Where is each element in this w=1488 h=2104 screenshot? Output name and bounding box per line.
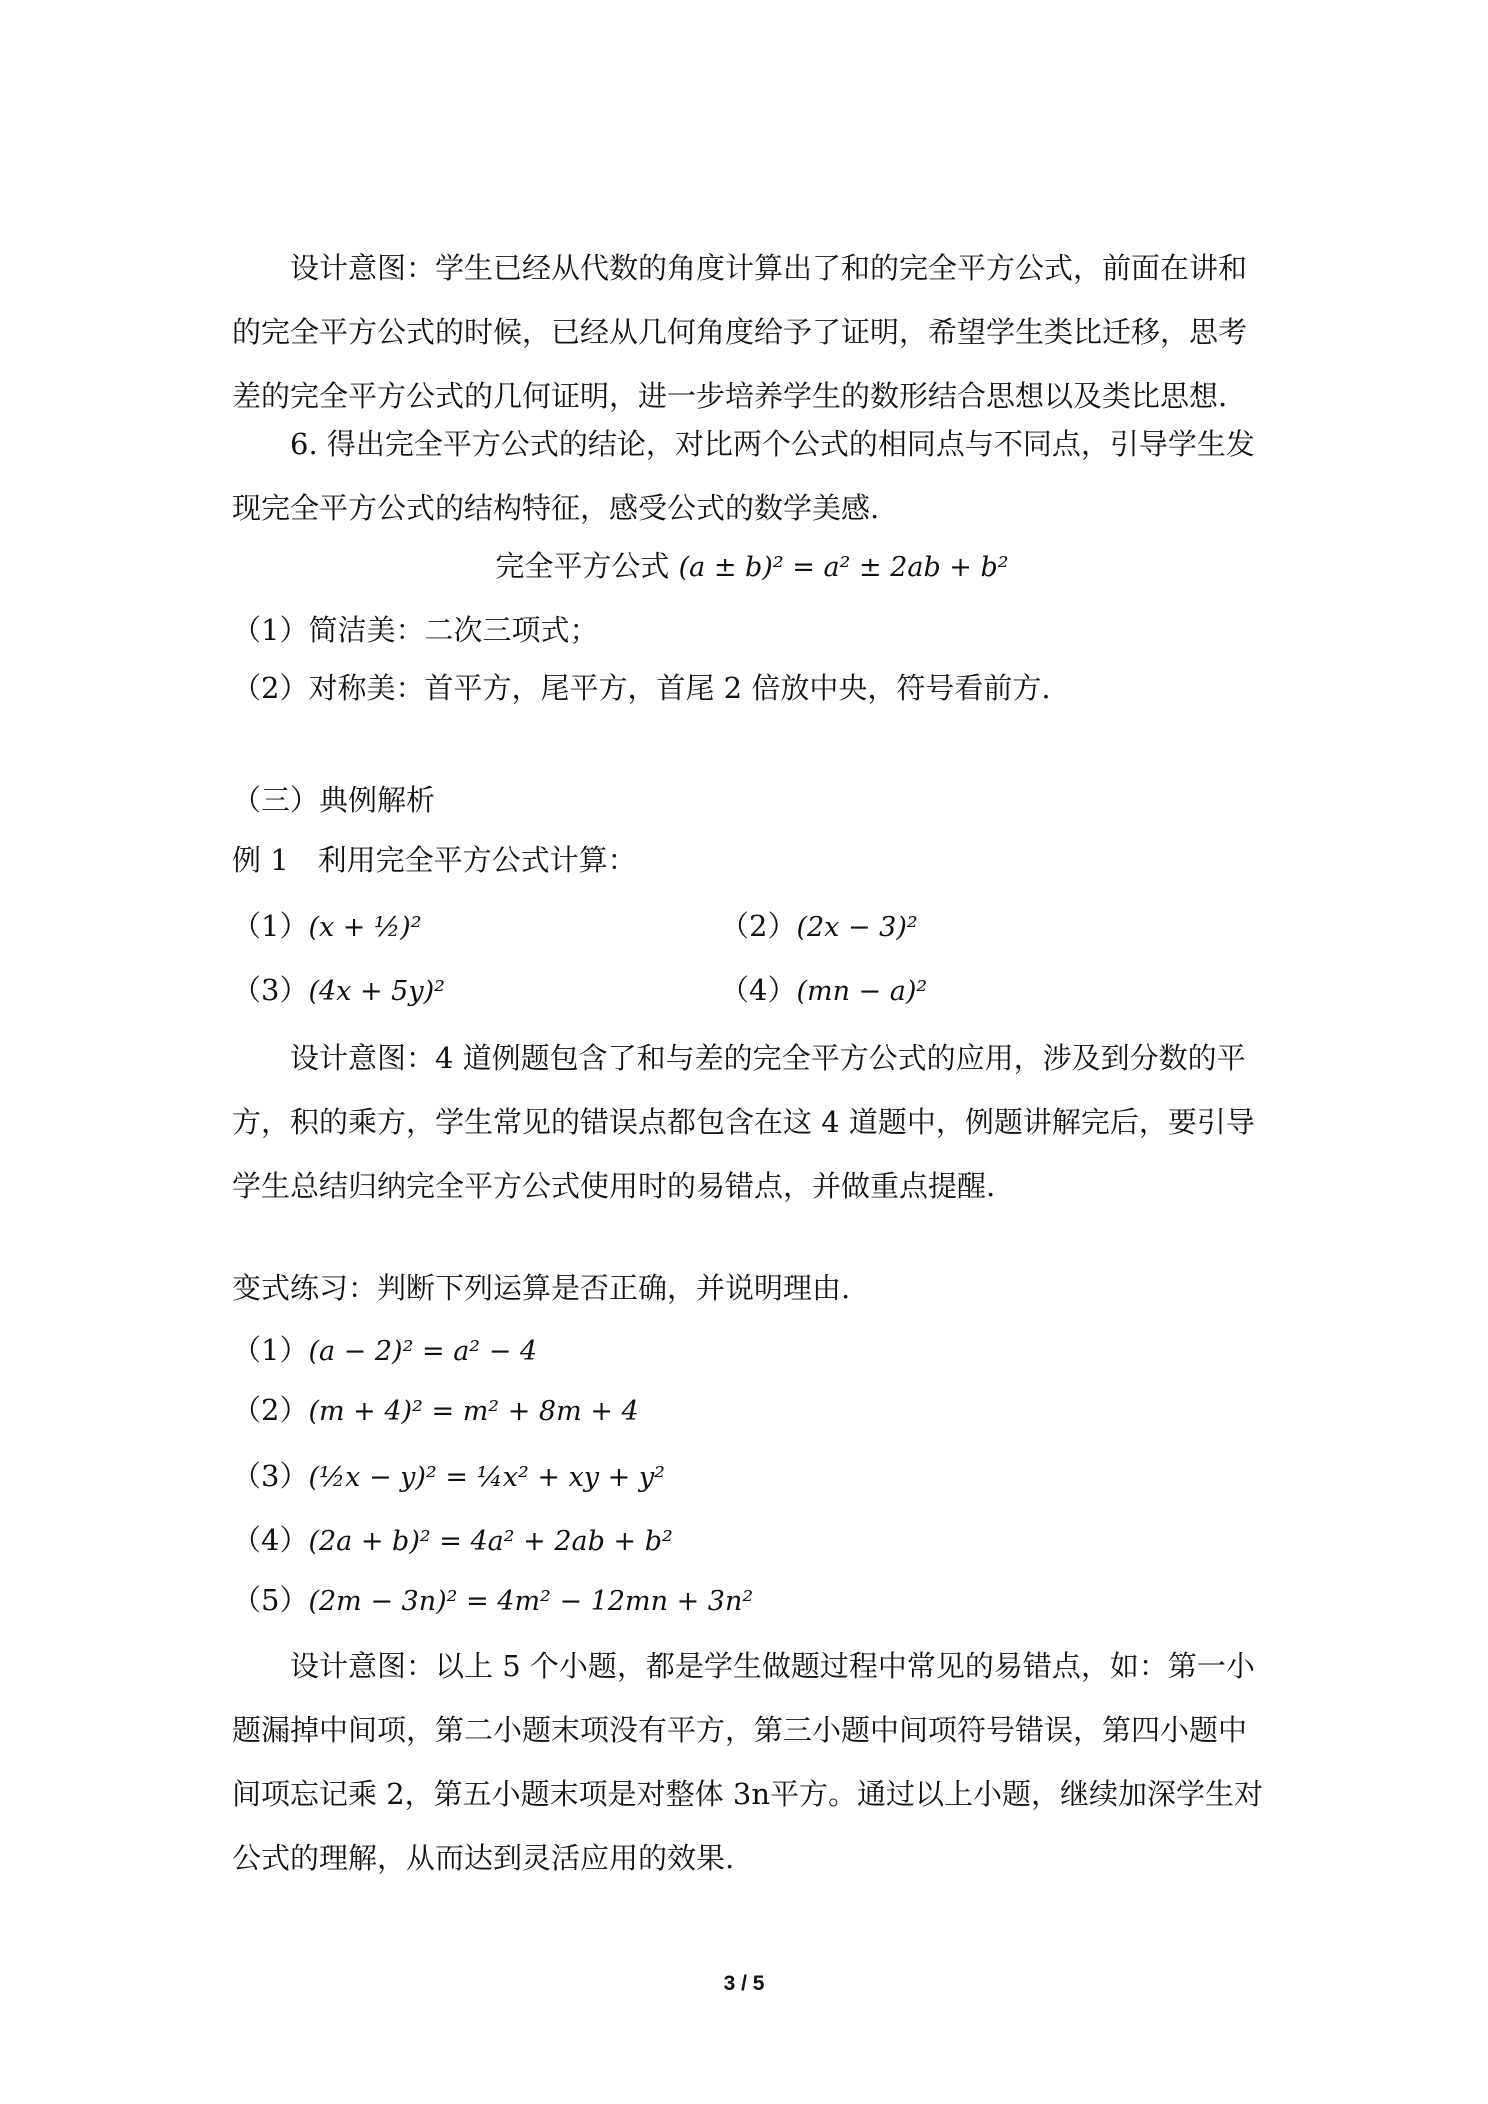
item-number: （5） xyxy=(232,1583,309,1617)
item-number: （3） xyxy=(232,973,309,1007)
item-number: （1） xyxy=(232,909,309,943)
design-intent-paragraph-1 xyxy=(232,236,1272,428)
design-intent-paragraph-2 xyxy=(232,1026,1272,1218)
practice-item-3 xyxy=(232,1456,665,1498)
formula-line xyxy=(232,546,1272,588)
paragraph-text: 设计意图：以上 5 个小题，都是学生做题过程中常见的易错点，如：第一小题漏掉中间项，第二小题末项没有平方，第三小题中间项符号错误，第四小题中间项忘记乘 2，第五小题末项是对整体 3n平方。通过以上小题，继续加深学生对公式的理解，从而达到灵活应用的效果. xyxy=(232,1649,1264,1875)
item-expression: (2x − 3)² xyxy=(796,912,918,943)
item-expression: (x + ½)² xyxy=(308,912,422,943)
page-number: 3 / 5 xyxy=(723,1972,765,1995)
section-heading: （三）典例解析 xyxy=(232,783,436,817)
item-number: （2） xyxy=(720,909,797,943)
item-expression: (½x − y)² = ¼x² + xy + y² xyxy=(308,1462,665,1493)
item-number: （1） xyxy=(232,1333,309,1367)
formula-label: 完全平方公式 xyxy=(495,549,670,583)
paragraph-text: 6. 得出完全平方公式的结论，对比两个公式的相同点与不同点，引导学生发现完全平方公式的结构特征，感受公式的数学美感. xyxy=(232,427,1255,525)
practice-item-2 xyxy=(232,1390,639,1432)
example-item-3 xyxy=(232,970,445,1012)
paragraph-text: 设计意图：4 道例题包含了和与差的完全平方公式的应用，涉及到分数的平方，积的乘方，学生常见的错误点都包含在这 4 道题中，例题讲解完后，要引导学生总结归纳完全平方公式使用时的易错点，并做重点提醒. xyxy=(232,1041,1255,1203)
item-number: （3） xyxy=(232,1459,309,1493)
formula-expression: (a ± b)² = a² ± 2ab + b² xyxy=(678,552,1009,583)
design-intent-paragraph-3 xyxy=(232,1634,1272,1890)
item-expression: (2m − 3n)² = 4m² − 12mn + 3n² xyxy=(308,1586,754,1617)
practice-item-5 xyxy=(232,1580,753,1622)
item-expression: (a − 2)² = a² − 4 xyxy=(308,1336,538,1367)
example-heading: 例 1 利用完全平方公式计算： xyxy=(232,843,637,877)
beauty-item-2: （2）对称美：首平方，尾平方，首尾 2 倍放中央，符号看前方. xyxy=(232,671,1051,705)
practice-item-1 xyxy=(232,1330,537,1372)
example-item-1 xyxy=(232,906,422,948)
example-item-4 xyxy=(720,970,927,1012)
item-expression: (4x + 5y)² xyxy=(308,976,445,1007)
paragraph-text: 设计意图：学生已经从代数的角度计算出了和的完全平方公式，前面在讲和的完全平方公式的时候，已经从几何角度给予了证明，希望学生类比迁移，思考差的完全平方公式的几何证明，进一步培养学生的数形结合思想以及类比思想. xyxy=(232,251,1248,413)
item-number: （4） xyxy=(232,1523,309,1557)
practice-heading: 变式练习：判断下列运算是否正确，并说明理由. xyxy=(232,1271,851,1305)
item-expression: (m + 4)² = m² + 8m + 4 xyxy=(308,1396,639,1427)
item-expression: (2a + b)² = 4a² + 2ab + b² xyxy=(308,1526,673,1557)
beauty-item-1: （1）简洁美：二次三项式； xyxy=(232,613,599,647)
item-number: （4） xyxy=(720,973,797,1007)
item-expression: (mn − a)² xyxy=(796,976,928,1007)
practice-item-4 xyxy=(232,1520,673,1562)
item-number: （2） xyxy=(232,1393,309,1427)
conclusion-paragraph xyxy=(232,412,1272,540)
example-item-2 xyxy=(720,906,918,948)
